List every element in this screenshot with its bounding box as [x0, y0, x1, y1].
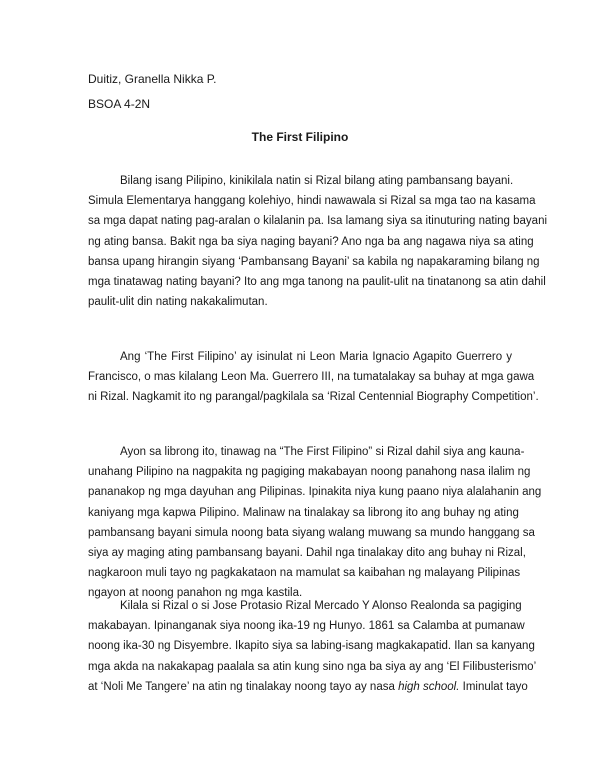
- paragraph-1: [88, 171, 548, 312]
- line-text: Iminulat tayo: [459, 680, 528, 693]
- paragraph-4: [88, 596, 537, 697]
- paragraph-line: Ayon sa librong ito, tinawag na “The First Filipino” si Rizal dahil siya ang kauna-: [120, 446, 525, 458]
- paragraph-line: paulit-ulit din nating nakakalimutan.: [88, 296, 268, 309]
- paragraph-line: mga tinatawag nating bayani? Ito ang mga tanong na paulit-ulit na tinatanong sa atin dahil: [88, 276, 546, 289]
- paragraph-3: [88, 442, 542, 604]
- paragraph-line: Kilala si Rizal o si Jose Protasio Rizal Mercado Y Alonso Realonda sa pagiging: [120, 600, 522, 612]
- paragraph-line: pambansang bayani simula noong bata siyang walang muwang sa mundo hanggang sa: [88, 526, 535, 539]
- paragraph-line: nagkaroon muli tayo ng pagkakataon na mamulat sa kaibahan ng malayang Pilipinas: [88, 567, 521, 580]
- paragraph-line: sa mga dapat nating pag-aralan o kilalanin pa. Isa lamang siya sa itinuturing nating bayani: [88, 215, 548, 228]
- paragraph-line: pananakop ng mga dayuhan ang Pilipinas. Ipinakita niya kung paano niya alalahanin ang: [88, 486, 542, 499]
- paragraph-line: Francisco, o mas kilalang Leon Ma. Guerrero III, na tumatalakay sa buhay at mga gawa: [88, 371, 535, 384]
- paragraph-line: ni Rizal. Nagkamit ito ng parangal/pagkilala sa ‘Rizal Centennial Biography Competition’.: [88, 391, 539, 404]
- paragraph-2: [88, 347, 539, 408]
- paragraph-line: Simula Elementarya hanggang kolehiyo, hindi nawawala si Rizal sa mga tao na kasama: [88, 195, 536, 208]
- author-name: Duitiz, Granella Nikka P.: [88, 72, 217, 86]
- paragraph-line: mga akda na nakakapag paalala sa atin kung sino nga ba siya ay ang ‘El Filibusterismo’: [88, 660, 537, 673]
- italic-text: high school.: [398, 680, 460, 693]
- section-code: BSOA 4-2N: [88, 97, 151, 111]
- paragraph-line: unahang Pilipino na nagpakita ng pagiging makabayan noong panahong nasa ilalim ng: [88, 466, 531, 479]
- paragraph-line: noong ika-30 ng Disyembre. Ikapito siya sa labing-isang magkakapatid. Ilan sa kanyang: [88, 640, 535, 653]
- essay-title: The First Filipino: [251, 130, 349, 144]
- paragraph-line: bansa upang hirangin siyang ‘Pambansang Bayani’ sa kabila ng napakaraming bilang ng: [88, 255, 540, 268]
- paragraph-line: ng ating bansa. Bakit nga ba siya naging bayani? Ano nga ba ang nagawa niya sa ating: [88, 235, 534, 248]
- paragraph-line: [88, 677, 528, 697]
- paragraph-line: ngayon at noong panahon ng mga kastila.: [88, 587, 303, 600]
- paragraph-line: kaniyang mga kapwa Pilipino. Malinaw na tinalakay sa librong ito ang buhay ng ating: [88, 506, 519, 519]
- paragraph-line: siya ay maging ating pambansang bayani. Dahil nga tinalakay dito ang buhay ni Rizal,: [88, 547, 526, 560]
- paragraph-line: Bilang isang Pilipino, kinikilala natin si Rizal bilang ating pambansang bayani.: [120, 175, 514, 187]
- paragraph-line: makabayan. Ipinanganak siya noong ika-19 ng Hunyo. 1861 sa Calamba at pumanaw: [88, 620, 525, 633]
- paragraph-line: Ang ‘The First Filipino’ ay isinulat ni Leon Maria Ignacio Agapito Guerrero y: [120, 351, 512, 363]
- line-text: at ‘Noli Me Tangere’ na atin ng tinalakay noong tayo ay nasa: [88, 680, 399, 693]
